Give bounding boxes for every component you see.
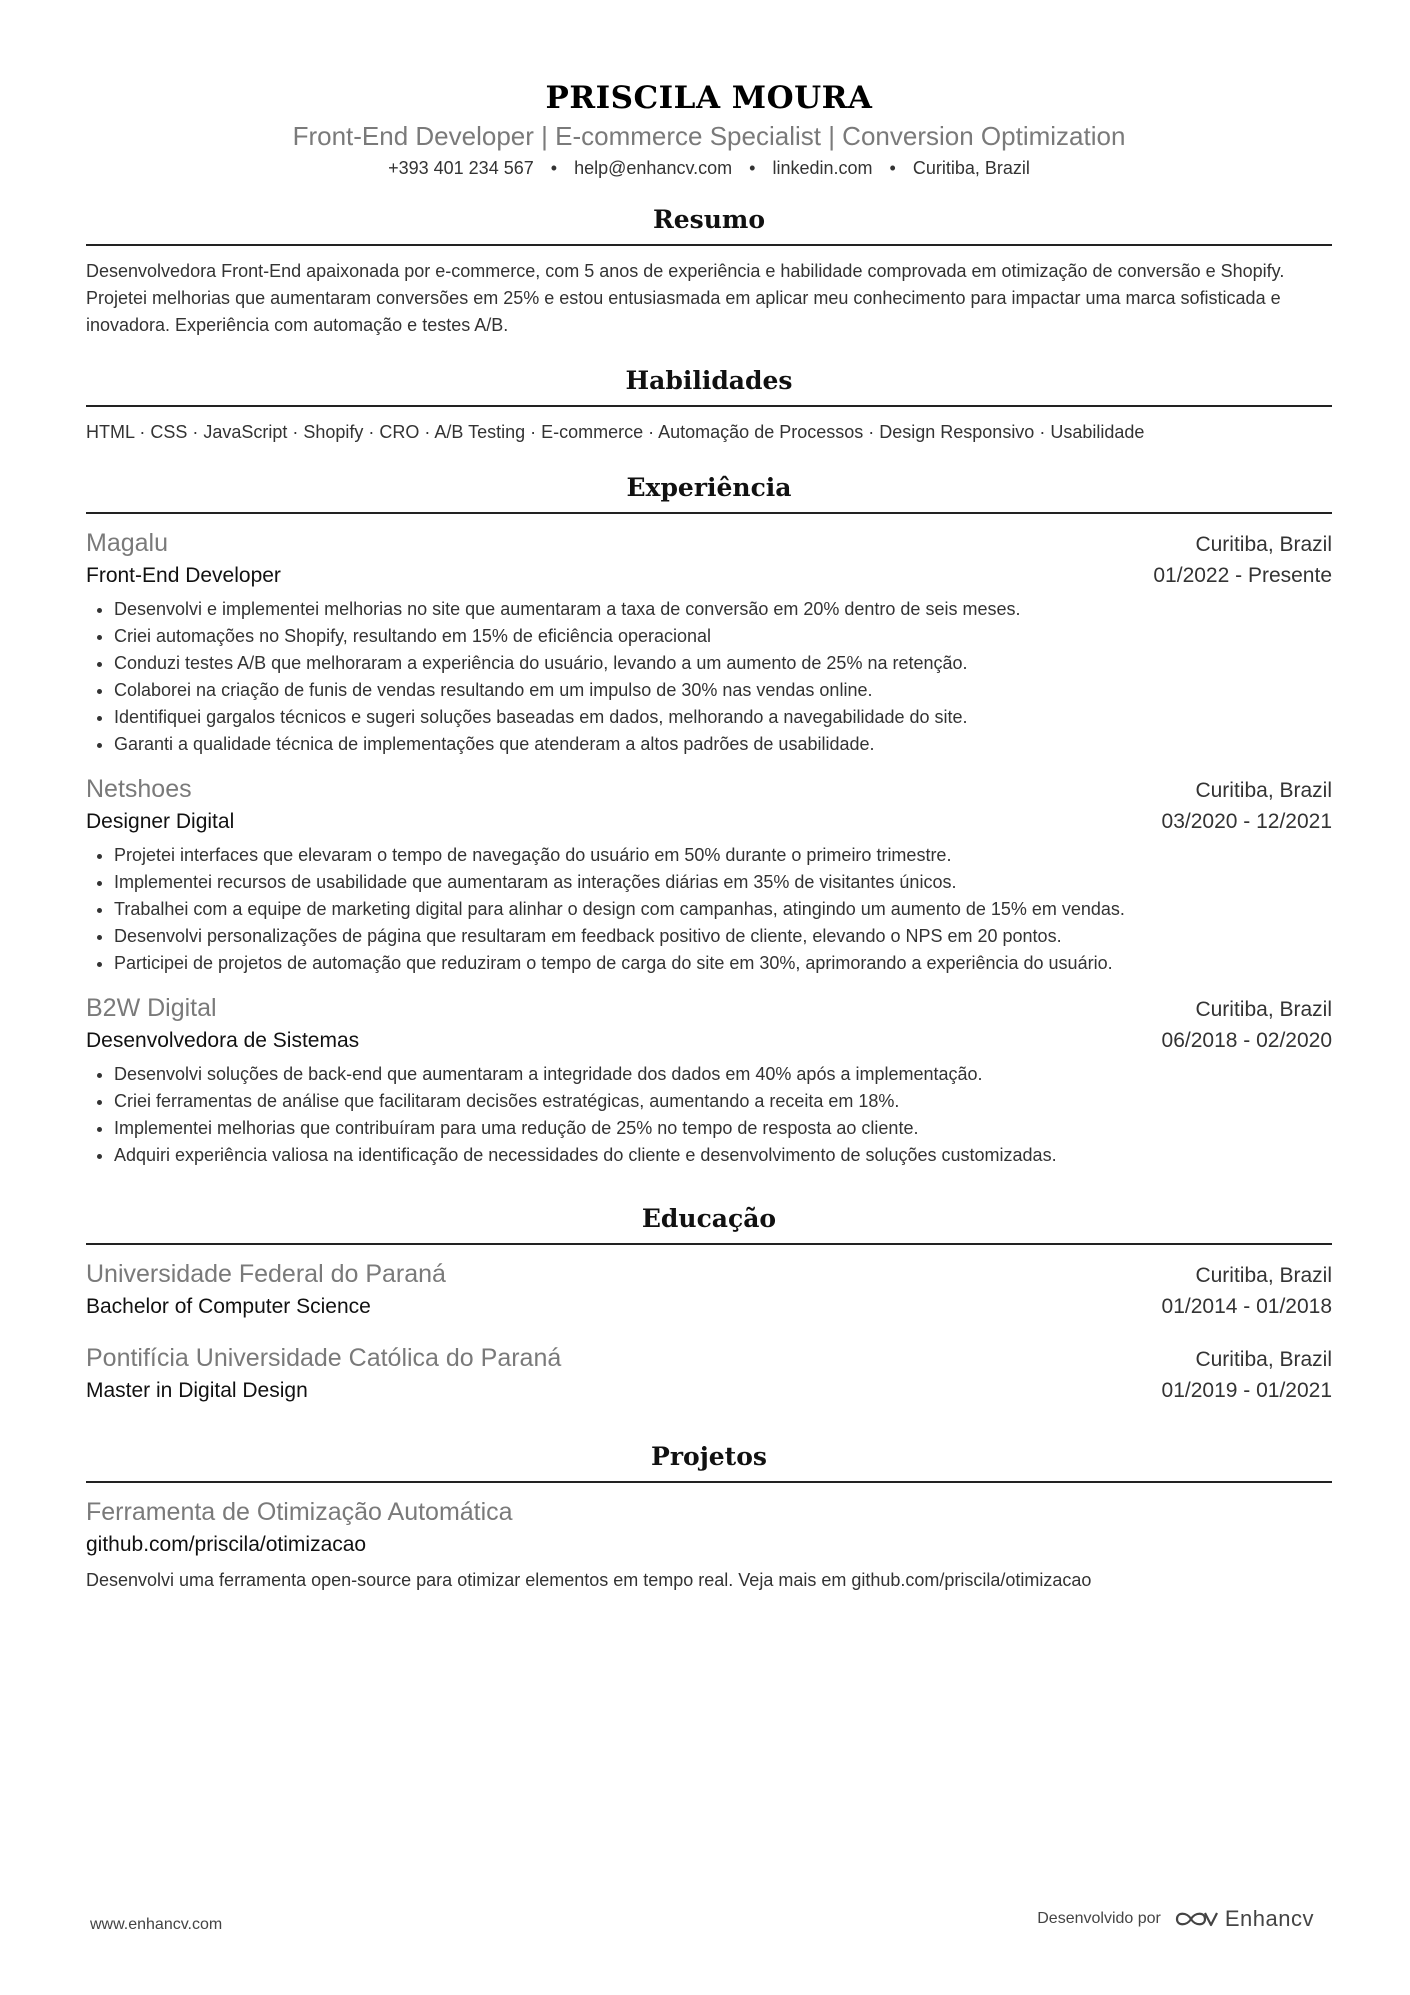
footer-website[interactable]: www.enhancv.com <box>90 1916 223 1933</box>
school-location: Curitiba, Brazil <box>1195 1348 1332 1371</box>
achievement-list <box>86 596 1332 758</box>
company-name: Magalu <box>86 529 168 557</box>
projects-section <box>86 1441 1332 1594</box>
achievement-item: • Criei ferramentas de análise que facilitaram decisões estratégicas, aumentando a receita em 18%. <box>114 1088 1332 1115</box>
project-link[interactable]: github.com/priscila/otimizacao <box>86 1533 367 1556</box>
candidate-name: PRISCILA MOURA <box>545 80 873 116</box>
project-name: Ferramenta de Otimização Automática <box>86 1498 513 1526</box>
section-title-experience: Experiência <box>86 472 1332 514</box>
job-title: Desenvolvedora de Sistemas <box>86 1029 360 1052</box>
bullet-separator: • <box>889 158 896 178</box>
resume-page <box>86 0 1332 1594</box>
achievement-item: • Implementei melhorias que contribuíram para uma redução de 25% no tempo de resposta ao cliente. <box>114 1115 1332 1142</box>
achievement-item: • Adquiri experiência valiosa na identificação de necessidades do cliente e desenvolvimento de soluções customizadas. <box>114 1142 1332 1169</box>
contact-info <box>86 154 1332 182</box>
experience-entry <box>86 772 1332 977</box>
job-title: Designer Digital <box>86 810 235 833</box>
achievement-item: • Desenvolvi soluções de back-end que aumentaram a integridade dos dados em 40% após a implementação. <box>114 1061 1332 1088</box>
brand-name: Enhancv <box>1224 1906 1314 1931</box>
company-name: B2W Digital <box>86 994 217 1022</box>
school-name: Pontifícia Universidade Católica do Paraná <box>86 1344 562 1372</box>
achievement-item: • Conduzi testes A/B que melhoraram a experiência do usuário, levando a um aumento de 25% na retenção. <box>114 650 1332 677</box>
bullet-separator: • <box>749 158 756 178</box>
achievement-item: • Colaborei na criação de funis de vendas resultando em um impulso de 30% nas vendas online. <box>114 677 1332 704</box>
company-location: Curitiba, Brazil <box>1195 533 1332 556</box>
candidate-headline: Front-End Developer | E-commerce Specialist | Conversion Optimization <box>292 121 1126 151</box>
experience-entry <box>86 526 1332 758</box>
school-location: Curitiba, Brazil <box>1195 1264 1332 1287</box>
achievement-item: • Garanti a qualidade técnica de implementações que atenderam a altos padrões de usabilidade. <box>114 731 1332 758</box>
phone-number: +393 401 234 567 <box>388 158 534 178</box>
degree-name: Bachelor of Computer Science <box>86 1295 371 1318</box>
degree-name: Master in Digital Design <box>86 1379 308 1402</box>
email-link[interactable]: help@enhancv.com <box>574 158 733 178</box>
education-section <box>86 1203 1332 1407</box>
achievement-item: • Desenvolvi personalizações de página que resultaram em feedback positivo de cliente, elevando o NPS em 20 pontos. <box>114 923 1332 950</box>
skills-list: HTML · CSS · JavaScript · Shopify · CRO · A/B Testing · E-commerce · Automação de Processos · Design Responsivo · Usabilidade <box>86 422 1145 442</box>
powered-by-label: Desenvolvido por <box>1037 1910 1161 1927</box>
achievement-item: • Projetei interfaces que elevaram o tempo de navegação do usuário em 50% durante o primeiro trimestre. <box>114 842 1332 869</box>
company-name: Netshoes <box>86 775 192 803</box>
achievement-item: • Criei automações no Shopify, resultando em 15% de eficiência operacional <box>114 623 1332 650</box>
education-entry <box>86 1341 1332 1407</box>
section-title-education: Educação <box>86 1203 1332 1245</box>
study-dates: 01/2014 - 01/2018 <box>1161 1295 1332 1318</box>
achievement-item: • Participei de projetos de automação que reduziram o tempo de carga do site em 30%, aprimorando a experiência do usuário. <box>114 950 1332 977</box>
enhancv-logo-icon <box>1173 1907 1219 1931</box>
project-entry <box>86 1495 1332 1594</box>
school-name: Universidade Federal do Paraná <box>86 1260 446 1288</box>
job-dates: 03/2020 - 12/2021 <box>1161 810 1332 833</box>
resume-header <box>86 0 1332 182</box>
job-dates: 01/2022 - Presente <box>1153 564 1332 587</box>
company-location: Curitiba, Brazil <box>1195 779 1332 802</box>
summary-section <box>86 204 1332 339</box>
candidate-location: Curitiba, Brazil <box>912 158 1030 178</box>
linkedin-link[interactable]: linkedin.com <box>772 158 873 178</box>
section-title-skills: Habilidades <box>86 365 1332 407</box>
achievement-list <box>86 1061 1332 1169</box>
job-dates: 06/2018 - 02/2020 <box>1161 1029 1332 1052</box>
section-title-projects: Projetos <box>86 1441 1332 1483</box>
bullet-separator: • <box>550 158 558 178</box>
job-title: Front-End Developer <box>86 564 281 587</box>
summary-text: Desenvolvedora Front-End apaixonada por e-commerce, com 5 anos de experiência e habilidade comprovada em otimização de conversão e Shopify. Projetei melhorias que aumentaram conversões em 25% e estou entusiasmada em aplicar meu conhecimento para impactar uma marca sofisticada e inovadora. Experiência com automação e testes A/B. <box>86 261 1285 335</box>
education-entry <box>86 1257 1332 1323</box>
project-description: Desenvolvi uma ferramenta open-source para otimizar elementos em tempo real. Veja mais em github.com/priscila/otimizacao <box>86 1570 1092 1590</box>
achievement-list <box>86 842 1332 977</box>
company-location: Curitiba, Brazil <box>1195 998 1332 1021</box>
skills-section <box>86 365 1332 446</box>
achievement-item: • Identifiquei gargalos técnicos e sugeri soluções baseadas em dados, melhorando a navegabilidade do site. <box>114 704 1332 731</box>
footer-branding <box>1037 1906 1314 1932</box>
experience-entry <box>86 991 1332 1169</box>
study-dates: 01/2019 - 01/2021 <box>1161 1379 1332 1402</box>
achievement-item: • Implementei recursos de usabilidade que aumentaram as interações diárias em 35% de visitantes únicos. <box>114 869 1332 896</box>
achievement-item: • Trabalhei com a equipe de marketing digital para alinhar o design com campanhas, atingindo um aumento de 15% em vendas. <box>114 896 1332 923</box>
achievement-item: • Desenvolvi e implementei melhorias no site que aumentaram a taxa de conversão em 20% dentro de seis meses. <box>114 596 1332 623</box>
section-title-summary: Resumo <box>86 204 1332 246</box>
experience-section <box>86 472 1332 1169</box>
